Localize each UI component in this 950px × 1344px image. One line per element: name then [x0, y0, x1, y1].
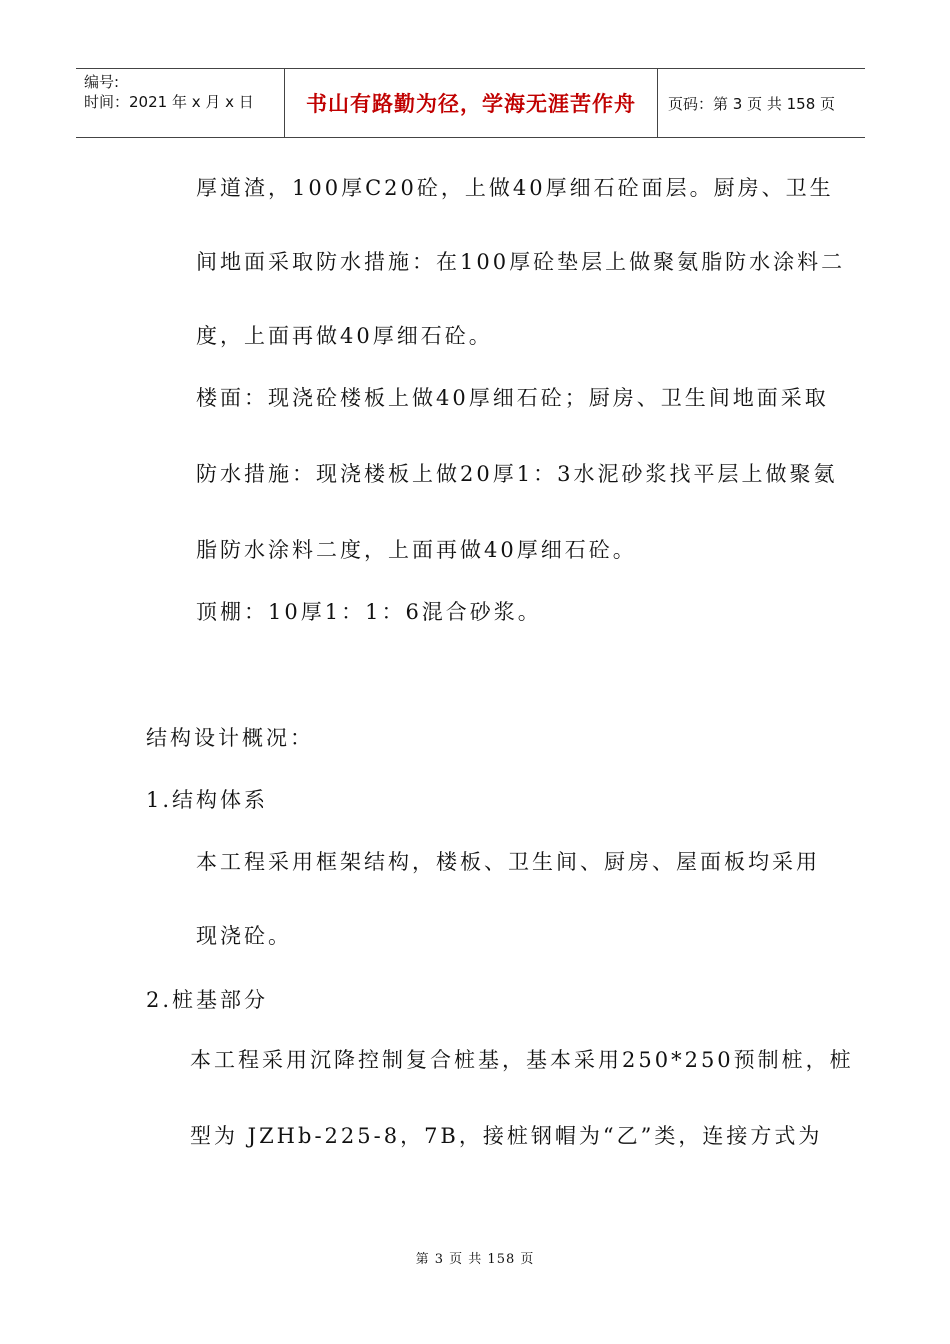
subsection-heading: 2.桩基部分 — [146, 988, 269, 1012]
number-label: 编号: — [84, 73, 120, 91]
body-line: 间地面采取防水措施：在100厚砼垫层上做聚氨脂防水涂料二 — [196, 250, 846, 274]
time-label: 时间：2021 年 x 月 x 日 — [84, 93, 254, 111]
body-line: 本工程采用沉降控制复合桩基，基本采用250*250预制桩，桩 — [190, 1048, 854, 1072]
body-line: 脂防水涂料二度，上面再做40厚细石砼。 — [196, 538, 637, 562]
subsection-heading: 1.结构体系 — [146, 788, 269, 812]
body-line: 厚道渣，100厚C20砼，上做40厚细石砼面层。厨房、卫生 — [196, 176, 834, 200]
section-heading: 结构设计概况： — [146, 726, 314, 750]
body-line: 度，上面再做40厚细石砼。 — [196, 324, 493, 348]
page-footer: 第 3 页 共 158 页 — [415, 1252, 535, 1267]
page-code: 页码：第 3 页 共 158 页 — [668, 94, 836, 113]
body-line: 楼面：现浇砼楼板上做40厚细石砼；厨房、卫生间地面采取 — [196, 386, 829, 410]
body-line: 本工程采用框架结构，楼板、卫生间、厨房、屋面板均采用 — [196, 850, 820, 874]
motto: 书山有路勤为径，学海无涯苦作舟 — [306, 92, 636, 116]
body-line: 防水措施：现浇楼板上做20厚1：3水泥砂浆找平层上做聚氨 — [196, 462, 838, 486]
header-meta — [76, 69, 285, 137]
header-page-code — [658, 69, 865, 137]
header-motto-cell — [285, 69, 658, 137]
body-line: 现浇砼。 — [196, 924, 292, 948]
body-line: 型为 JZHb-225-8，7B，接桩钢帽为“乙”类，连接方式为 — [190, 1124, 823, 1148]
page-header — [76, 68, 865, 138]
body-line: 顶棚：10厚1：1：6混合砂浆。 — [196, 600, 542, 624]
